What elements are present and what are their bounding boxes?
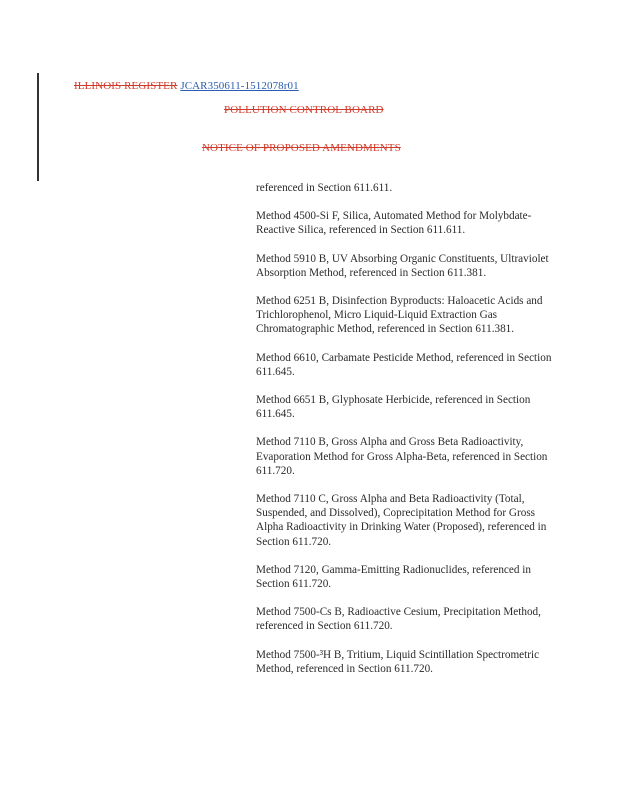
revision-bar	[37, 73, 39, 181]
register-code-inserted: JCAR350611-1512078r01	[180, 80, 299, 92]
notice-title-struck: NOTICE OF PROPOSED AMENDMENTS	[202, 142, 401, 154]
paragraph-method-7500-3h-b: Method 7500-³H B, Tritium, Liquid Scintillation Spectrometric Method, referenced in Section 611.720.	[256, 648, 540, 675]
paragraph-method-4500-si-f: Method 4500-Si F, Silica, Automated Method for Molybdate-Reactive Silica, referenced in Section 611.611.	[256, 210, 532, 237]
register-title-struck: ILLINOIS REGISTER	[74, 80, 178, 92]
document-body	[256, 181, 556, 690]
register-header	[74, 80, 299, 92]
paragraph-method-7120: Method 7120, Gamma-Emitting Radionuclides, referenced in Section 611.720.	[256, 563, 531, 591]
paragraph-method-6251-b: Method 6251 B, Disinfection Byproducts: Haloacetic Acids and Trichlorophenol, Micro Liquid-Liquid Extraction Gas Chromatographic Method, referenced in Section 611.381.	[256, 295, 543, 336]
paragraph-method-6610: Method 6610, Carbamate Pesticide Method, referenced in Section 611.645.	[256, 351, 552, 378]
notice-header	[202, 142, 401, 154]
paragraph-method-5910-b: Method 5910 B, UV Absorbing Organic Constituents, Ultraviolet Absorption Method, referenced in Section 611.381.	[256, 252, 549, 279]
paragraph-method-6651-b: Method 6651 B, Glyphosate Herbicide, referenced in Section 611.645.	[256, 394, 531, 421]
paragraph-method-7110-c: Method 7110 C, Gross Alpha and Beta Radioactivity (Total, Suspended, and Dissolved), Coprecipitation Method for Gross Alpha Radioactivity in Drinking Water (Proposed), referenced in Section 611.720.	[256, 493, 547, 548]
board-header	[224, 104, 384, 116]
paragraph-continuation: referenced in Section 611.611.	[256, 182, 393, 194]
paragraph-method-7500-cs-b: Method 7500-Cs B, Radioactive Cesium, Precipitation Method, referenced in Section 611.720.	[256, 606, 541, 633]
board-title-struck: POLLUTION CONTROL BOARD	[224, 104, 384, 116]
paragraph-method-7110-b: Method 7110 B, Gross Alpha and Gross Beta Radioactivity, Evaporation Method for Gross Alpha-Beta, referenced in Section 611.720.	[256, 436, 548, 477]
